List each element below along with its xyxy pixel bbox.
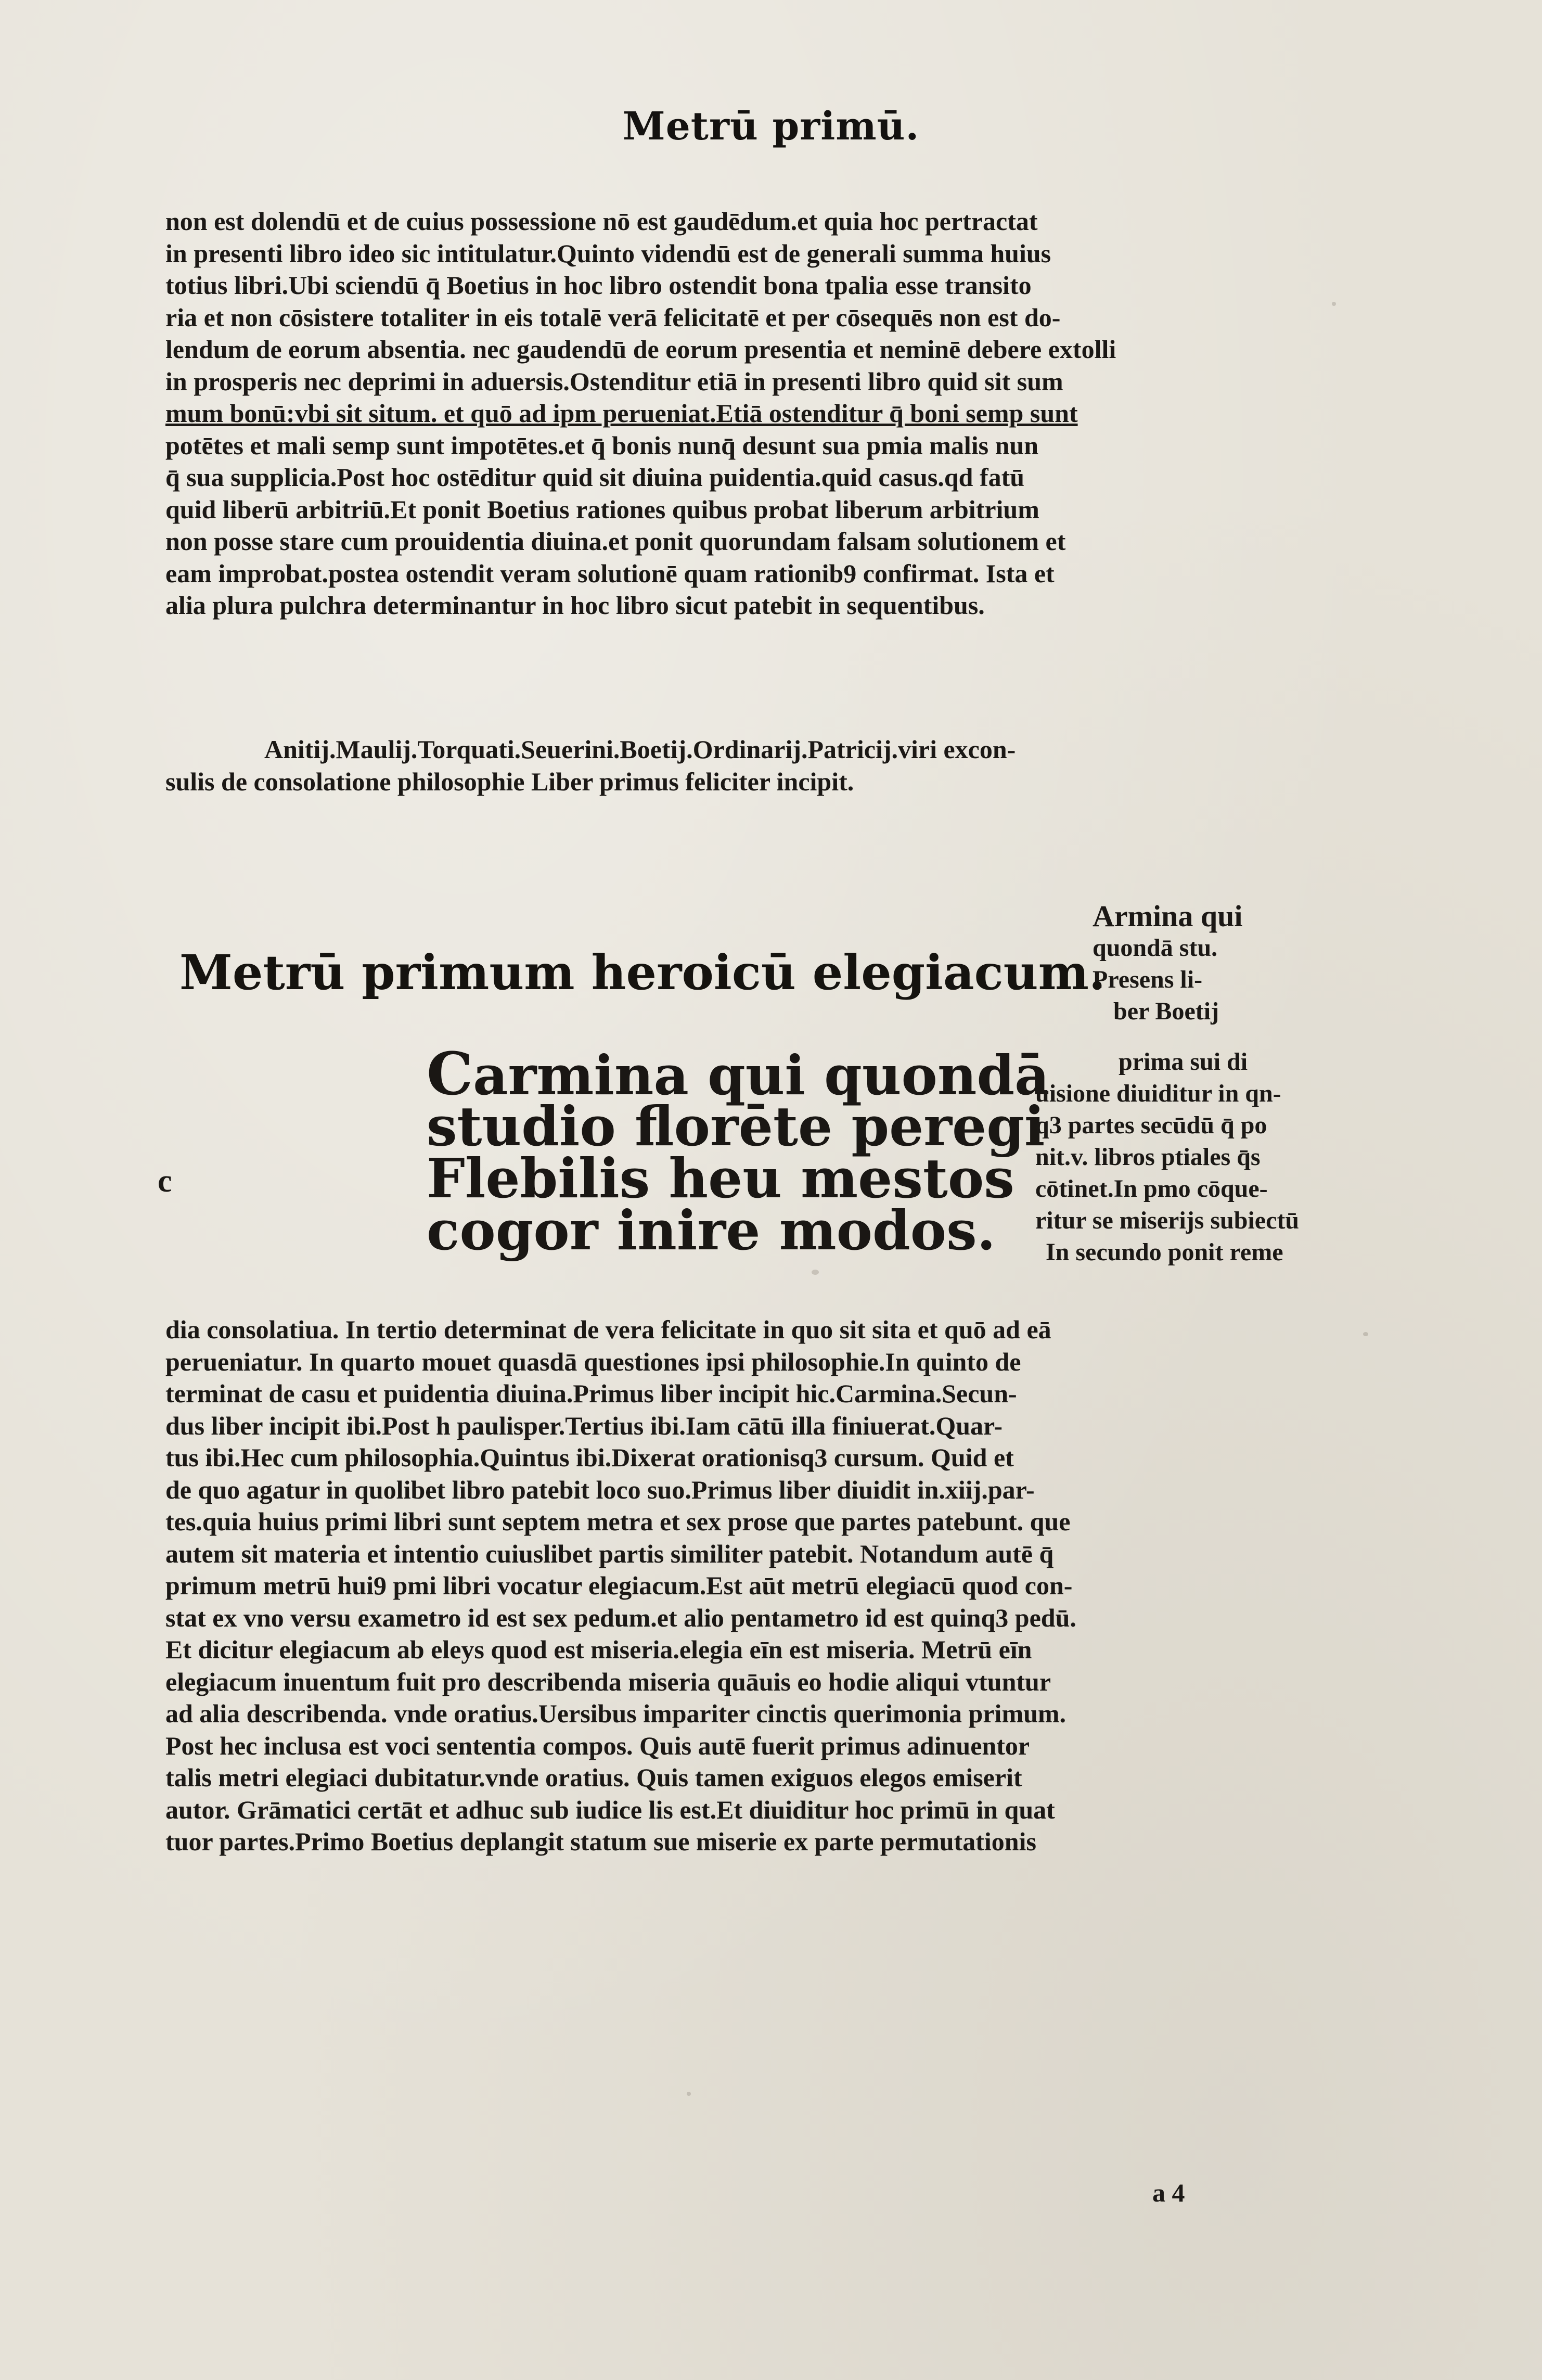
gloss-line: cōtinet.In pmo cōque- <box>1035 1175 1268 1202</box>
commentary-line: potētes et mali semp sunt impotētes.et q̄ bonis nunq̄ desunt sua pmia malis nun <box>165 430 1039 460</box>
paper-stain <box>1332 302 1336 306</box>
commentary-line: tuor partes.Primo Boetius deplangit statum sue miserie ex parte permutationis <box>165 1827 1036 1856</box>
colophon-line: Anitij.Maulij.Torquati.Seuerini.Boetij.Ordinarij.Patricij.viri excon- <box>264 735 1016 764</box>
gloss-line: quondā stu. <box>1093 934 1218 962</box>
commentary-top <box>165 206 1258 622</box>
commentary-line: mum bonū:vbi sit situm. et quō ad ipm perueniat.Etiā ostenditur q̄ boni semp sunt <box>165 399 1078 428</box>
colophon <box>165 734 1258 798</box>
margin-letter: c <box>158 1163 172 1199</box>
gloss-line: q3 partes secūdū q̄ po <box>1035 1111 1267 1139</box>
verse-line: studio florēte peregi <box>427 1094 1045 1158</box>
paper-stain <box>812 1270 819 1275</box>
commentary-line: in presenti libro ideo sic intitulatur.Quinto videndū est de generali summa huius <box>165 238 1051 268</box>
commentary-line: stat ex vno versu exametro id est sex pedum.et alio pentametro id est quinq3 pedū. <box>165 1603 1076 1632</box>
verse-line: Carmina qui quondā <box>427 1040 1050 1108</box>
commentary-line: tes.quia huius primi libri sunt septem metra et sex prose que partes patebunt. que <box>165 1507 1071 1536</box>
commentary-line: Post hec inclusa est voci sententia compos. Quis autē fuerit primus adinuentor <box>165 1731 1030 1760</box>
commentary-line: non posse stare cum prouidentia diuina.et ponit quorundam falsam solutionem et <box>165 527 1066 556</box>
commentary-line: terminat de casu et puidentia diuina.Primus liber incipit hic.Carmina.Secun- <box>165 1379 1017 1408</box>
gloss-line: ritur se miserijs subiectū <box>1035 1207 1300 1234</box>
commentary-line: perueniatur. In quarto mouet quasdā questiones ipsi philosophie.In quinto de <box>165 1347 1021 1376</box>
commentary-line: quid liberū arbitriū.Et ponit Boetius rationes quibus probat liberum arbitrium <box>165 494 1039 524</box>
commentary-line: non est dolendū et de cuius possessione nō est gaudēdum.et quia hoc pertractat <box>165 207 1038 236</box>
commentary-line: autor. Grāmatici certāt et adhuc sub iudice lis est.Et diuiditur hoc primū in quat <box>165 1795 1055 1824</box>
commentary-line: talis metri elegiaci dubitatur.vnde oratius. Quis tamen exiguos elegos emiserit <box>165 1763 1022 1792</box>
gloss-line: Presens li- <box>1093 966 1203 993</box>
verse-line: cogor inire modos. <box>427 1198 996 1262</box>
gloss-line: Armina qui <box>1093 899 1243 933</box>
commentary-line: autem sit materia et intentio cuiuslibet partis similiter patebit. Notandum autē q̄ <box>165 1539 1054 1568</box>
commentary-line: dus liber incipit ibi.Post h paulisper.Tertius ibi.Iam cātū illa finiuerat.Quar- <box>165 1411 1003 1440</box>
commentary-line: primum metrū hui9 pmi libri vocatur elegiacum.Est aūt metrū elegiacū quod con- <box>165 1571 1073 1600</box>
gloss-line: uisione diuiditur in qn- <box>1035 1080 1281 1107</box>
commentary-line: totius libri.Ubi sciendū q̄ Boetius in hoc libro ostendit bona tpalia esse transito <box>165 271 1032 300</box>
verse-initial: C <box>427 1040 473 1108</box>
commentary-line: lendum de eorum absentia. nec gaudendū de eorum presentia et neminē debere extolli <box>165 335 1116 364</box>
gloss-side <box>1035 1046 1300 1268</box>
gloss-line: nit.v. libros ptiales q̄s <box>1035 1143 1261 1171</box>
commentary-line: alia plura pulchra determinantur in hoc libro sicut patebit in sequentibus. <box>165 591 985 620</box>
running-head: Metrū primū. <box>622 104 920 149</box>
paper-stain <box>1363 1332 1368 1336</box>
gloss-line: prima sui di <box>1119 1048 1248 1076</box>
commentary-line: q̄ sua supplicia.Post hoc ostēditur quid sit diuina puidentia.quid casus.qd fatū <box>165 463 1025 492</box>
commentary-line: in prosperis nec deprimi in aduersis.Ostenditur etiā in presenti libro quid sit sum <box>165 366 1063 396</box>
commentary-line: ria et non cōsistere totaliter in eis totalē verā felicitatē et per cōsequēs non est do- <box>165 302 1061 332</box>
commentary-line: dia consolatiua. In tertio determinat de vera felicitate in quo sit sita et quō ad eā <box>165 1315 1051 1344</box>
commentary-line: ad alia describenda. vnde oratius.Uersibus impariter cinctis querimonia primum. <box>165 1699 1066 1728</box>
commentary-bottom <box>165 1314 1258 1858</box>
commentary-line: elegiacum inuentum fuit pro describenda miseria quāuis eo hodie aliqui vtuntur <box>165 1667 1051 1696</box>
signature-mark: a 4 <box>1152 2178 1185 2207</box>
verse-line: Flebilis heu mestos <box>427 1146 1014 1210</box>
commentary-line: Et dicitur elegiacum ab eleys quod est miseria.elegia eīn est miseria. Metrū eīn <box>165 1635 1032 1664</box>
commentary-line: de quo agatur in quolibet libro patebit loco suo.Primus liber diuidit in.xiij.par- <box>165 1475 1035 1504</box>
verse-block <box>427 1040 1050 1262</box>
gloss-top <box>1093 900 1295 1027</box>
commentary-line: tus ibi.Hec cum philosophia.Quintus ibi.Dixerat orationisq3 cursum. Quid et <box>165 1443 1014 1472</box>
commentary-line: eam improbat.postea ostendit veram solutionē quam rationib9 confirmat. Ista et <box>165 558 1055 588</box>
gloss-line: ber Boetij <box>1113 997 1219 1025</box>
colophon-line: sulis de consolatione philosophie Liber primus feliciter incipit. <box>165 766 854 796</box>
paper-stain <box>687 2092 691 2096</box>
metrum-heading: Metrū primum heroicū elegiacum. <box>179 944 1106 1001</box>
gloss-line: In secundo ponit reme <box>1046 1238 1283 1266</box>
